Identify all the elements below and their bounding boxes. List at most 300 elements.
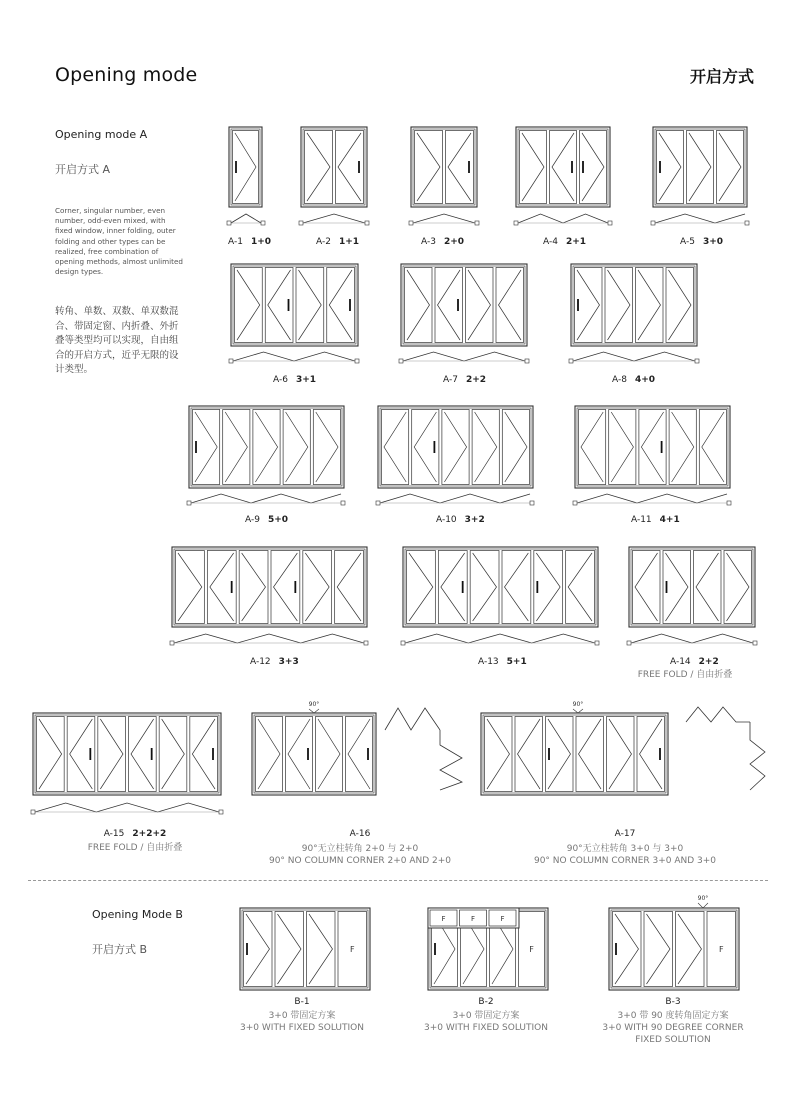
panel-sash xyxy=(609,410,636,485)
opening-triangle xyxy=(615,914,639,984)
fold-zigzag xyxy=(385,708,440,730)
corner-plan-a16 xyxy=(385,708,462,790)
opening-triangle xyxy=(329,270,352,340)
fold-plan-a15 xyxy=(31,803,223,814)
opening-triangle xyxy=(255,412,277,482)
door-panel xyxy=(502,551,531,624)
door-frame xyxy=(653,127,747,207)
panel-sash xyxy=(253,410,280,485)
opening-triangle xyxy=(473,553,497,621)
jamb-right xyxy=(261,221,265,225)
opening-triangle xyxy=(659,133,681,201)
opening-triangle xyxy=(678,914,702,984)
door-elevation-a6 xyxy=(231,264,358,346)
opening-triangle xyxy=(499,270,522,340)
panel-sash xyxy=(223,410,250,485)
fold-plan-a8 xyxy=(569,352,699,363)
door-elevation-b1 xyxy=(240,908,370,990)
panel-sash xyxy=(283,410,310,485)
door-panel xyxy=(283,410,310,485)
door-panel xyxy=(193,410,220,485)
jamb-right xyxy=(595,641,599,645)
mode-label-a12: A-12 3+3 xyxy=(250,657,299,667)
jamb-right xyxy=(355,359,359,363)
door-panel xyxy=(303,551,332,624)
jamb-left xyxy=(229,359,233,363)
door-panel xyxy=(286,717,313,792)
opening-triangle xyxy=(235,133,256,201)
mode-label-a6: A-6 3+1 xyxy=(273,375,317,385)
door-panel xyxy=(613,912,642,987)
door-panel xyxy=(233,131,259,204)
door-elevation-a12 xyxy=(172,547,367,627)
opening-triangle xyxy=(318,719,340,789)
door-inner-frame xyxy=(174,549,365,625)
door-panel xyxy=(407,551,436,624)
opening-triangle xyxy=(307,133,330,201)
door-panel xyxy=(275,912,304,987)
door-panel xyxy=(176,551,205,624)
door-panel xyxy=(239,551,268,624)
fixed-panel-symbol: F xyxy=(441,915,446,923)
fold-plan-a11 xyxy=(573,494,731,505)
opening-triangle xyxy=(689,133,711,201)
door-panel xyxy=(305,131,333,204)
door-panel xyxy=(244,912,273,987)
mode-label-a17: A-17 xyxy=(614,829,636,839)
opening-triangle xyxy=(225,412,247,482)
door-inner-frame xyxy=(405,549,596,625)
door-inner-frame xyxy=(631,549,753,625)
opening-triangle xyxy=(702,412,724,482)
panel-sash xyxy=(472,410,499,485)
opening-triangle xyxy=(669,270,692,340)
door-panel xyxy=(412,410,439,485)
jamb-left xyxy=(299,221,303,225)
door-frame xyxy=(172,547,367,627)
door-panel xyxy=(687,131,714,204)
door-panel xyxy=(338,912,367,987)
angle-label-b3: 90° xyxy=(697,895,709,902)
door-panel xyxy=(515,717,543,792)
section-a-title-cn: 开启方式 A xyxy=(55,163,111,176)
door-panel xyxy=(466,268,494,343)
panel-sash xyxy=(235,268,263,343)
door-panel xyxy=(575,268,603,343)
mode-label-a10: A-10 3+2 xyxy=(436,515,485,525)
door-inner-frame xyxy=(655,129,745,205)
door-panel xyxy=(669,410,696,485)
mode-note-cn-b1: 3+0 带固定方案 xyxy=(268,1011,336,1021)
door-panel xyxy=(580,131,607,204)
door-elevation-a9 xyxy=(189,406,344,488)
door-panel xyxy=(313,410,340,485)
opening-triangle xyxy=(647,914,671,984)
panel-sash xyxy=(466,268,494,343)
opening-triangle xyxy=(475,412,497,482)
door-panel xyxy=(607,717,635,792)
fold-plan-a14 xyxy=(627,634,757,645)
jamb-left xyxy=(409,221,413,225)
door-panel xyxy=(253,410,280,485)
panel-sash xyxy=(676,912,705,987)
panel-sash xyxy=(699,410,726,485)
mode-note-cn-a16: 90°无立柱转角 2+0 与 2+0 xyxy=(301,844,419,854)
panel-sash xyxy=(37,717,65,792)
page-title: Opening mode xyxy=(55,64,198,86)
mode-note-b2: 3+0 WITH FIXED SOLUTION xyxy=(424,1023,548,1033)
opening-triangle xyxy=(581,412,603,482)
mode-note-cn-b2: 3+0 带固定方案 xyxy=(452,1011,520,1021)
mode-note-a14: FREE FOLD / 自由折叠 xyxy=(637,670,733,680)
fold-zigzag xyxy=(405,634,595,643)
section-divider xyxy=(28,880,768,881)
panel-sash xyxy=(605,268,633,343)
door-elevation-a16 xyxy=(252,713,376,795)
opening-triangle xyxy=(242,553,266,621)
door-panel xyxy=(446,131,474,204)
door-panel xyxy=(485,717,513,792)
opening-triangle xyxy=(640,719,663,789)
panel-sash xyxy=(724,551,752,624)
opening-triangle xyxy=(727,553,750,621)
jamb-left xyxy=(569,359,573,363)
door-frame xyxy=(231,264,358,346)
mode-note-b3: 3+0 WITH 90 DEGREE CORNER xyxy=(602,1023,744,1033)
mode-label-a4: A-4 2+1 xyxy=(543,237,587,247)
panel-sash xyxy=(520,131,547,204)
jamb-right xyxy=(341,501,345,505)
opening-triangle xyxy=(278,914,302,984)
opening-triangle xyxy=(487,719,510,789)
door-elevation-a17 xyxy=(481,713,668,795)
panel-sash xyxy=(382,410,409,485)
opening-triangle xyxy=(638,270,661,340)
door-inner-frame xyxy=(380,408,531,486)
section-b-title-cn: 开启方式 B xyxy=(92,943,148,956)
mode-label-b1: B-1 xyxy=(294,997,310,1007)
door-frame xyxy=(481,713,668,795)
mode-label-b2: B-2 xyxy=(478,997,494,1007)
door-inner-frame xyxy=(518,129,608,205)
mode-note-a16: 90° NO COLUMN CORNER 2+0 AND 2+0 xyxy=(268,856,452,866)
mode-label-a13: A-13 5+1 xyxy=(478,657,527,667)
opening-triangle xyxy=(274,553,298,621)
panel-sash xyxy=(485,717,513,792)
fold-plan-a9 xyxy=(187,494,345,505)
panel-sash xyxy=(159,717,187,792)
opening-triangle xyxy=(522,133,544,201)
door-panel xyxy=(296,268,324,343)
fold-zigzag xyxy=(518,214,608,223)
door-panel xyxy=(265,268,293,343)
door-panel xyxy=(576,717,604,792)
mode-note2-b3: FIXED SOLUTION xyxy=(635,1035,711,1045)
panel-sash xyxy=(636,268,664,343)
door-elevation-a8 xyxy=(571,264,697,346)
door-panel xyxy=(442,410,469,485)
panel-sash xyxy=(633,551,661,624)
mode-note-cn-b3: 3+0 带 90 度转角固定方案 xyxy=(617,1011,729,1021)
door-panel xyxy=(639,410,666,485)
fold-zigzag xyxy=(686,707,750,722)
door-elevation-a1 xyxy=(229,127,262,207)
fold-zigzag xyxy=(380,494,530,503)
opening-triangle xyxy=(548,719,571,789)
panel-sash xyxy=(470,551,499,624)
angle-label-a16: 90° xyxy=(308,701,320,708)
door-elevation-a4 xyxy=(516,127,610,207)
opening-triangle xyxy=(417,133,440,201)
opening-triangle xyxy=(288,719,310,789)
door-panel xyxy=(316,717,343,792)
fold-zigzag-vertical xyxy=(440,730,462,790)
door-panel xyxy=(546,717,574,792)
opening-triangle xyxy=(268,270,291,340)
fold-zigzag xyxy=(35,803,219,812)
fold-zigzag xyxy=(655,214,745,223)
door-elevation-a10 xyxy=(378,406,533,488)
door-panel xyxy=(566,551,595,624)
mode-label-a1: A-1 1+0 xyxy=(228,237,272,247)
angle-label-a17: 90° xyxy=(572,701,584,708)
jamb-left xyxy=(401,641,405,645)
door-panel xyxy=(438,551,467,624)
opening-triangle xyxy=(409,553,433,621)
section-a-description: Corner, singular number, even number, odd-even mixed, with fixed window, inner folding, outer folding and other types can be realized, free combination of opening methods, almost unlimited design types. xyxy=(55,206,183,277)
door-panel xyxy=(190,717,218,792)
door-panel xyxy=(496,268,524,343)
opening-triangle xyxy=(696,553,719,621)
panel-sash xyxy=(607,717,635,792)
door-frame xyxy=(378,406,533,488)
panel-sash xyxy=(405,268,433,343)
mode-label-a11: A-11 4+1 xyxy=(631,515,680,525)
mode-label-a14: A-14 2+2 xyxy=(670,657,719,667)
panel-sash xyxy=(316,717,343,792)
section-a-title: Opening mode A xyxy=(55,128,148,141)
door-inner-frame xyxy=(35,715,219,793)
jamb-left xyxy=(170,641,174,645)
opening-triangle xyxy=(338,133,361,201)
door-panel xyxy=(579,410,606,485)
opening-triangle xyxy=(536,553,560,621)
door-panel xyxy=(707,912,736,987)
door-panel xyxy=(37,717,65,792)
opening-triangle xyxy=(577,270,600,340)
door-panel xyxy=(520,131,547,204)
fixed-panel-symbol: F xyxy=(718,945,724,954)
opening-triangle xyxy=(407,270,430,340)
door-elevation-a14 xyxy=(629,547,755,627)
fixed-panel-symbol: F xyxy=(529,945,534,954)
jamb-left xyxy=(187,501,191,505)
jamb-left xyxy=(514,221,518,225)
door-panel xyxy=(405,268,433,343)
opening-triangle xyxy=(246,914,270,984)
door-inner-frame xyxy=(233,266,356,344)
door-frame xyxy=(229,127,262,207)
door-panel xyxy=(666,268,694,343)
panel-sash xyxy=(515,717,543,792)
door-panel xyxy=(605,268,633,343)
door-panel xyxy=(699,410,726,485)
panel-sash xyxy=(666,268,694,343)
mode-label-a8: A-8 4+0 xyxy=(612,375,656,385)
jamb-right xyxy=(530,501,534,505)
opening-triangle xyxy=(286,412,308,482)
opening-triangle xyxy=(444,412,466,482)
door-inner-frame xyxy=(577,408,728,486)
door-panel xyxy=(694,551,722,624)
door-frame xyxy=(401,264,527,346)
panel-sash xyxy=(694,551,722,624)
jamb-right xyxy=(219,810,223,814)
panel-sash xyxy=(442,410,469,485)
opening-triangle xyxy=(178,553,202,621)
fold-plan-a6 xyxy=(229,352,359,363)
door-frame xyxy=(252,713,376,795)
door-panel xyxy=(207,551,236,624)
mode-label-a15: A-15 2+2+2 xyxy=(103,829,167,839)
door-panel xyxy=(724,551,752,624)
door-inner-frame xyxy=(483,715,666,793)
panel-sash xyxy=(579,410,606,485)
jamb-left xyxy=(627,641,631,645)
door-panel xyxy=(637,717,665,792)
door-panel xyxy=(676,912,705,987)
door-panel xyxy=(657,131,684,204)
fixed-panel-symbol: F xyxy=(470,915,476,923)
opening-triangle xyxy=(438,270,461,340)
door-panel xyxy=(435,268,463,343)
opening-triangle xyxy=(316,412,338,482)
opening-triangle xyxy=(579,719,602,789)
door-elevation-a13 xyxy=(403,547,598,627)
opening-triangle xyxy=(305,553,329,621)
door-elevation-a3 xyxy=(411,127,477,207)
panel-sash xyxy=(415,131,443,204)
panel-sash xyxy=(296,268,324,343)
fold-plan-a10 xyxy=(376,494,534,505)
opening-triangle xyxy=(348,719,370,789)
jamb-left xyxy=(227,221,231,225)
fold-zigzag xyxy=(303,214,365,223)
panel-sash xyxy=(307,912,336,987)
jamb-left xyxy=(376,501,380,505)
opening-triangle xyxy=(237,270,260,340)
jamb-right xyxy=(727,501,731,505)
door-elevation-a5 xyxy=(653,127,747,207)
door-panel xyxy=(159,717,187,792)
mode-note-a17: 90° NO COLUMN CORNER 3+0 AND 3+0 xyxy=(533,856,717,866)
door-frame xyxy=(189,406,344,488)
opening-triangle xyxy=(666,553,689,621)
jamb-right xyxy=(475,221,479,225)
page-title-cn: 开启方式 xyxy=(689,67,754,86)
door-inner-frame xyxy=(191,408,342,486)
jamb-left xyxy=(573,501,577,505)
fold-zigzag-vertical xyxy=(750,722,765,790)
door-panel xyxy=(470,551,499,624)
panel-sash xyxy=(335,551,364,624)
mode-note-cn-a17: 90°无立柱转角 3+0 与 3+0 xyxy=(566,844,684,854)
door-panel xyxy=(534,551,563,624)
jamb-right xyxy=(525,359,529,363)
opening-triangle xyxy=(505,553,529,621)
fold-plan-a12 xyxy=(170,634,368,645)
fold-zigzag xyxy=(403,352,525,361)
fold-zigzag xyxy=(573,352,695,361)
angle-mark-a16 xyxy=(309,709,319,713)
mode-label-a9: A-9 5+0 xyxy=(245,515,289,525)
mode-note-a15: FREE FOLD / 自由折叠 xyxy=(87,843,183,853)
panel-sash xyxy=(496,268,524,343)
panel-sash xyxy=(313,410,340,485)
fold-plan-a5 xyxy=(651,214,749,225)
panel-sash xyxy=(566,551,595,624)
jamb-right xyxy=(608,221,612,225)
door-elevation-a2 xyxy=(301,127,367,207)
door-panel xyxy=(633,551,661,624)
fold-zigzag xyxy=(413,214,475,223)
fold-zigzag xyxy=(233,352,355,361)
panel-sash xyxy=(687,131,714,204)
door-inner-frame xyxy=(254,715,374,793)
door-panel xyxy=(663,551,691,624)
opening-triangle xyxy=(582,133,604,201)
mode-label-a2: A-2 1+1 xyxy=(316,237,360,247)
door-panel xyxy=(235,268,263,343)
opening-triangle xyxy=(162,719,185,789)
mode-label-a5: A-5 3+0 xyxy=(680,237,724,247)
door-panel xyxy=(327,268,355,343)
opening-triangle xyxy=(70,719,93,789)
door-frame xyxy=(403,547,598,627)
door-elevation-a7 xyxy=(401,264,527,346)
door-panel xyxy=(67,717,95,792)
opening-triangle xyxy=(505,412,527,482)
angle-mark-a17 xyxy=(573,709,583,713)
panel-sash xyxy=(502,551,531,624)
opening-triangle xyxy=(131,719,154,789)
fold-plan-a7 xyxy=(399,352,529,363)
panel-sash xyxy=(275,912,304,987)
door-panel xyxy=(717,131,744,204)
door-panel xyxy=(550,131,577,204)
opening-triangle xyxy=(635,553,658,621)
panel-sash xyxy=(256,717,283,792)
mode-note-b1: 3+0 WITH FIXED SOLUTION xyxy=(240,1023,364,1033)
door-panel xyxy=(415,131,443,204)
opening-triangle xyxy=(609,719,632,789)
jamb-right xyxy=(364,641,368,645)
fold-zigzag xyxy=(577,494,727,503)
door-panel xyxy=(346,717,373,792)
fold-zigzag xyxy=(191,494,341,503)
fixed-panel-symbol: F xyxy=(349,945,355,954)
opening-triangle xyxy=(210,553,234,621)
door-frame xyxy=(516,127,610,207)
mode-label-a7: A-7 2+2 xyxy=(443,375,487,385)
panel-sash xyxy=(644,912,673,987)
panel-sash xyxy=(576,717,604,792)
opening-triangle xyxy=(672,412,694,482)
panel-sash xyxy=(176,551,205,624)
opening-triangle xyxy=(195,412,217,482)
jamb-right xyxy=(753,641,757,645)
door-frame xyxy=(33,713,221,795)
